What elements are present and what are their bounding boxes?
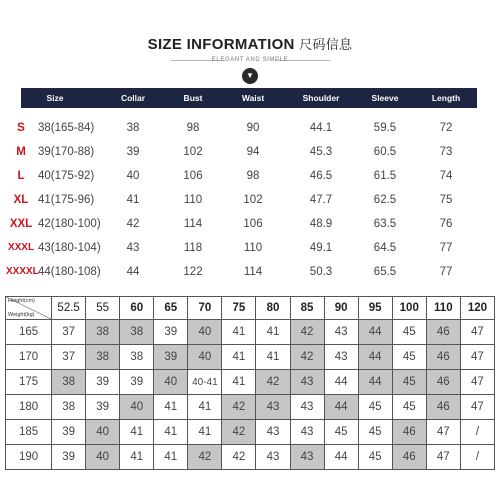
size-row [0, 239, 500, 259]
weight-header-cell: 95 [358, 297, 392, 320]
size-shoulder-cell: 50.3 [309, 266, 333, 278]
size-label: XXXL [7, 242, 35, 253]
size-waist-cell: 110 [243, 242, 263, 254]
table-row [6, 420, 495, 445]
size-shoulder-cell: 49.1 [309, 242, 333, 254]
table-row [6, 345, 495, 370]
collar-size-cell: 43 [324, 345, 358, 370]
weight-header-cell: 110 [426, 297, 460, 320]
collar-size-cell: 43 [256, 420, 290, 445]
table-row [6, 445, 495, 470]
collar-size-cell: 38 [120, 345, 154, 370]
size-collar-cell: 43 [126, 242, 140, 254]
weight-header-cell: 75 [222, 297, 256, 320]
size-collar-cell: 40 [126, 170, 140, 182]
size-spec: 39(170-88) [38, 146, 95, 158]
size-label: XXL [9, 218, 33, 230]
collar-size-cell: 44 [324, 370, 358, 395]
collar-size-cell: 40 [86, 420, 120, 445]
collar-size-cell: 44 [324, 445, 358, 470]
weight-header-cell: 80 [256, 297, 290, 320]
weight-height-table [5, 296, 495, 470]
collar-size-cell: 41 [154, 420, 188, 445]
collar-size-cell: 46 [392, 420, 426, 445]
collar-size-cell: 46 [426, 395, 460, 420]
size-bust-cell: 122 [183, 266, 203, 278]
size-row [0, 263, 500, 283]
height-cell: 175 [6, 370, 52, 395]
size-label: L [17, 170, 25, 182]
collar-size-cell: 42 [188, 445, 222, 470]
size-length-cell: 77 [439, 242, 453, 254]
collar-size-cell: 45 [358, 395, 392, 420]
collar-size-cell: 39 [86, 395, 120, 420]
column-header-sleeve: Sleeve [371, 93, 399, 103]
collar-size-cell: 44 [358, 345, 392, 370]
size-row [0, 191, 500, 211]
title-cn: 尺码信息 [299, 38, 353, 53]
weight-header-cell: 70 [188, 297, 222, 320]
collar-size-cell: 41 [222, 320, 256, 345]
collar-size-cell: 41 [120, 445, 154, 470]
collar-size-cell: 42 [256, 370, 290, 395]
table-row [6, 370, 495, 395]
collar-size-cell: 42 [222, 445, 256, 470]
collar-size-cell: 38 [52, 395, 86, 420]
size-waist-cell: 102 [243, 194, 263, 206]
collar-size-cell: 38 [86, 345, 120, 370]
size-waist-cell: 94 [246, 146, 260, 158]
size-label: XL [13, 194, 29, 206]
size-bust-cell: 102 [183, 146, 203, 158]
weight-header-cell: 85 [290, 297, 324, 320]
size-collar-cell: 39 [126, 146, 140, 158]
collar-size-cell: 45 [358, 420, 392, 445]
size-sleeve-cell: 64.5 [373, 242, 397, 254]
collar-size-cell: 41 [256, 345, 290, 370]
height-cell: 165 [6, 320, 52, 345]
collar-size-cell: 38 [86, 320, 120, 345]
size-sleeve-cell: 63.5 [373, 218, 397, 230]
size-spec: 40(175-92) [38, 170, 95, 182]
weight-header-cell: 60 [120, 297, 154, 320]
collar-size-cell: 42 [222, 395, 256, 420]
weight-header-cell: 100 [392, 297, 426, 320]
size-collar-cell: 38 [126, 122, 140, 134]
size-spec: 41(175-96) [38, 194, 95, 206]
collar-size-cell: 43 [290, 445, 324, 470]
size-collar-cell: 44 [126, 266, 140, 278]
collar-size-cell: 38 [52, 370, 86, 395]
size-shoulder-cell: 44.1 [309, 122, 333, 134]
collar-size-cell: 40 [188, 320, 222, 345]
collar-size-cell: 41 [222, 345, 256, 370]
collar-size-cell: 40 [188, 345, 222, 370]
collar-size-cell: 43 [256, 445, 290, 470]
collar-size-cell: 45 [392, 395, 426, 420]
collar-size-cell: 40 [154, 370, 188, 395]
weight-header-cell: 65 [154, 297, 188, 320]
size-waist-cell: 106 [243, 218, 263, 230]
collar-size-cell: 45 [358, 445, 392, 470]
collar-size-cell: 41 [154, 445, 188, 470]
collar-size-cell: 38 [120, 320, 154, 345]
collar-size-cell: 47 [426, 445, 460, 470]
size-spec: 44(180-108) [38, 266, 101, 278]
size-sleeve-cell: 59.5 [373, 122, 397, 134]
collar-size-cell: 39 [52, 445, 86, 470]
collar-size-cell: 47 [426, 420, 460, 445]
size-sleeve-cell: 60.5 [373, 146, 397, 158]
size-spec: 38(165-84) [38, 122, 95, 134]
collar-size-cell: 39 [120, 370, 154, 395]
size-table-header [21, 88, 477, 108]
collar-size-cell: 39 [86, 370, 120, 395]
table-row [6, 395, 495, 420]
size-spec: 42(180-100) [38, 218, 101, 230]
collar-size-cell: 39 [52, 420, 86, 445]
size-length-cell: 72 [439, 122, 453, 134]
subtitle: ELEGANT AND SIMPLE [211, 57, 289, 63]
collar-size-cell: 43 [324, 320, 358, 345]
weight-header-cell: 90 [324, 297, 358, 320]
collar-size-cell: 43 [290, 370, 324, 395]
collar-size-cell: 45 [392, 345, 426, 370]
size-bust-cell: 114 [183, 218, 203, 230]
size-sleeve-cell: 61.5 [373, 170, 397, 182]
collar-size-cell: 46 [426, 370, 460, 395]
size-label: XXXXL [6, 266, 39, 277]
size-bust-cell: 106 [183, 170, 203, 182]
weight-header-cell: 55 [86, 297, 120, 320]
size-length-cell: 76 [439, 218, 453, 230]
size-length-cell: 73 [439, 146, 453, 158]
size-row [0, 167, 500, 187]
chevron-down-icon: ▼ [242, 68, 258, 84]
collar-size-cell: 41 [120, 420, 154, 445]
collar-size-cell: 40-41 [188, 370, 222, 395]
size-row [0, 215, 500, 235]
collar-size-cell: 40 [120, 395, 154, 420]
collar-size-cell: 41 [222, 370, 256, 395]
collar-size-cell: 46 [392, 445, 426, 470]
collar-size-cell: / [460, 420, 494, 445]
size-shoulder-cell: 48.9 [309, 218, 333, 230]
collar-size-cell: 47 [460, 395, 494, 420]
page-title [0, 34, 500, 53]
size-label: M [16, 146, 26, 158]
collar-size-cell: 37 [52, 320, 86, 345]
height-cell: 185 [6, 420, 52, 445]
collar-size-cell: 42 [290, 320, 324, 345]
corner-cell [6, 297, 52, 320]
size-sleeve-cell: 65.5 [373, 266, 397, 278]
column-header-waist: Waist [241, 93, 265, 103]
corner-weight-label: Weight(kg) [8, 312, 35, 318]
table-row [6, 320, 495, 345]
size-label: S [17, 122, 25, 134]
collar-size-cell: 46 [426, 345, 460, 370]
size-row [0, 143, 500, 163]
size-length-cell: 77 [439, 266, 453, 278]
collar-size-cell: 44 [324, 395, 358, 420]
collar-size-cell: 45 [392, 320, 426, 345]
collar-size-cell: 47 [460, 320, 494, 345]
size-length-cell: 74 [439, 170, 453, 182]
size-row [0, 119, 500, 139]
weight-header-cell: 52.5 [52, 297, 86, 320]
collar-size-cell: / [460, 445, 494, 470]
size-collar-cell: 41 [126, 194, 140, 206]
size-length-cell: 75 [439, 194, 453, 206]
collar-size-cell: 40 [86, 445, 120, 470]
size-bust-cell: 110 [183, 194, 203, 206]
size-sleeve-cell: 62.5 [373, 194, 397, 206]
size-spec: 43(180-104) [38, 242, 101, 254]
collar-size-cell: 44 [358, 320, 392, 345]
collar-size-cell: 43 [290, 395, 324, 420]
collar-size-cell: 37 [52, 345, 86, 370]
size-bust-cell: 98 [186, 122, 200, 134]
collar-size-cell: 39 [154, 320, 188, 345]
size-waist-cell: 114 [243, 266, 263, 278]
collar-size-cell: 45 [392, 370, 426, 395]
collar-size-cell: 43 [290, 420, 324, 445]
height-cell: 190 [6, 445, 52, 470]
column-header-shoulder: Shoulder [302, 93, 340, 103]
collar-size-cell: 47 [460, 370, 494, 395]
collar-size-cell: 42 [222, 420, 256, 445]
collar-size-cell: 45 [324, 420, 358, 445]
height-cell: 180 [6, 395, 52, 420]
size-shoulder-cell: 47.7 [309, 194, 333, 206]
size-bust-cell: 118 [183, 242, 203, 254]
title-en: SIZE INFORMATION [147, 36, 295, 53]
collar-size-cell: 39 [154, 345, 188, 370]
collar-size-cell: 47 [460, 345, 494, 370]
height-cell: 170 [6, 345, 52, 370]
size-waist-cell: 98 [246, 170, 260, 182]
collar-size-cell: 41 [154, 395, 188, 420]
collar-size-cell: 41 [256, 320, 290, 345]
size-shoulder-cell: 45.3 [309, 146, 333, 158]
corner-height-label: Height(cm) [8, 298, 35, 304]
collar-size-cell: 44 [358, 370, 392, 395]
size-shoulder-cell: 46.5 [309, 170, 333, 182]
column-header-length: Length [431, 93, 461, 103]
weight-header-row [6, 297, 495, 320]
collar-size-cell: 41 [188, 420, 222, 445]
weight-header-cell: 120 [460, 297, 494, 320]
collar-size-cell: 43 [256, 395, 290, 420]
size-waist-cell: 90 [246, 122, 260, 134]
collar-size-cell: 41 [188, 395, 222, 420]
collar-size-cell: 46 [426, 320, 460, 345]
column-header-size: Size [46, 93, 64, 103]
column-header-collar: Collar [120, 93, 146, 103]
collar-size-cell: 42 [290, 345, 324, 370]
column-header-bust: Bust [183, 93, 203, 103]
size-collar-cell: 42 [126, 218, 140, 230]
